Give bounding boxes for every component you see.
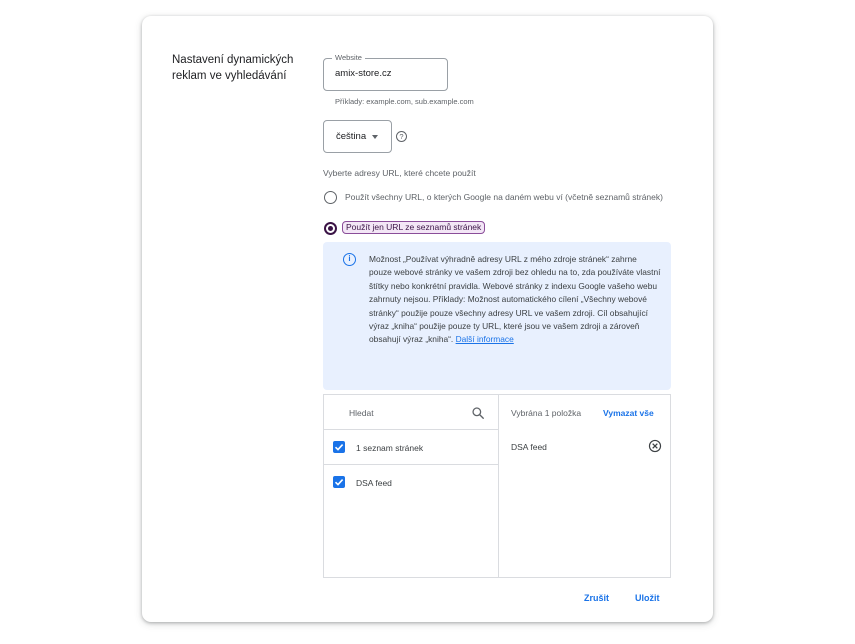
selected-item-label: DSA feed bbox=[511, 442, 547, 452]
info-text-body: Možnost „Používat výhradně adresy URL z mého zdroje stránek“ zahrne pouze webové stránky ve vašem zdroji bez ohledu na to, zda používáte vlastní štítky nebo konkrétní pravidla. Webové stránky z indexu Google vašeho webu zahrnuty nejsou. Příklady: Možnost automatického cílení „Všechny webové stránky“ použije pouze všechny adresy URL ve vašem zdroji. Cíl obsahující výraz „kniha“ použije pouze ty URL, které jsou ve vašem zdroji a zároveň obsahují výraz „kniha“. bbox=[369, 254, 661, 345]
save-button[interactable]: Uložit bbox=[635, 593, 660, 603]
list-item[interactable] bbox=[324, 466, 498, 500]
checkbox-checked-icon[interactable] bbox=[333, 476, 345, 488]
list-item-label: DSA feed bbox=[356, 478, 392, 488]
radio-page-feed-urls-label[interactable]: Použít jen URL ze seznamů stránek bbox=[342, 221, 485, 234]
search-input[interactable]: Hledat bbox=[349, 408, 374, 418]
info-text bbox=[369, 253, 661, 347]
list-item-label: 1 seznam stránek bbox=[356, 443, 424, 453]
section-title: Nastavení dynamických reklam ve vyhledávání bbox=[172, 54, 294, 82]
clear-all-button[interactable]: Vymazat vše bbox=[603, 408, 654, 418]
website-field[interactable] bbox=[323, 53, 448, 91]
radio-all-urls[interactable] bbox=[324, 191, 337, 204]
website-field-value[interactable]: amix-store.cz bbox=[335, 68, 392, 79]
info-icon: i bbox=[343, 253, 356, 266]
url-choice-label: Vyberte adresy URL, které chcete použít bbox=[323, 168, 476, 178]
learn-more-link[interactable]: Další informace bbox=[455, 334, 514, 345]
radio-page-feed-urls[interactable] bbox=[324, 222, 337, 235]
info-box bbox=[323, 242, 671, 390]
selected-count: Vybrána 1 položka bbox=[511, 408, 582, 418]
radio-all-urls-label[interactable]: Použít všechny URL, o kterých Google na daném webu ví (včetně seznamů stránek) bbox=[345, 192, 663, 202]
dsa-settings-card bbox=[142, 16, 713, 622]
selected-item bbox=[499, 431, 671, 461]
page-feed-picker bbox=[323, 394, 671, 578]
website-hint: Příklady: example.com, sub.example.com bbox=[335, 97, 474, 106]
cancel-button[interactable]: Zrušit bbox=[584, 593, 610, 603]
help-icon[interactable]: ? bbox=[396, 131, 407, 142]
checkbox-checked-icon[interactable] bbox=[333, 441, 345, 453]
picker-search[interactable] bbox=[324, 395, 498, 430]
language-select[interactable] bbox=[323, 120, 392, 153]
website-field-label: Website bbox=[332, 53, 365, 63]
dropdown-arrow-icon bbox=[372, 135, 378, 139]
search-icon[interactable] bbox=[471, 406, 485, 420]
list-item[interactable] bbox=[324, 431, 498, 465]
remove-circle-icon[interactable] bbox=[648, 439, 662, 453]
language-select-value: čeština bbox=[336, 131, 367, 142]
selected-header bbox=[499, 395, 671, 430]
